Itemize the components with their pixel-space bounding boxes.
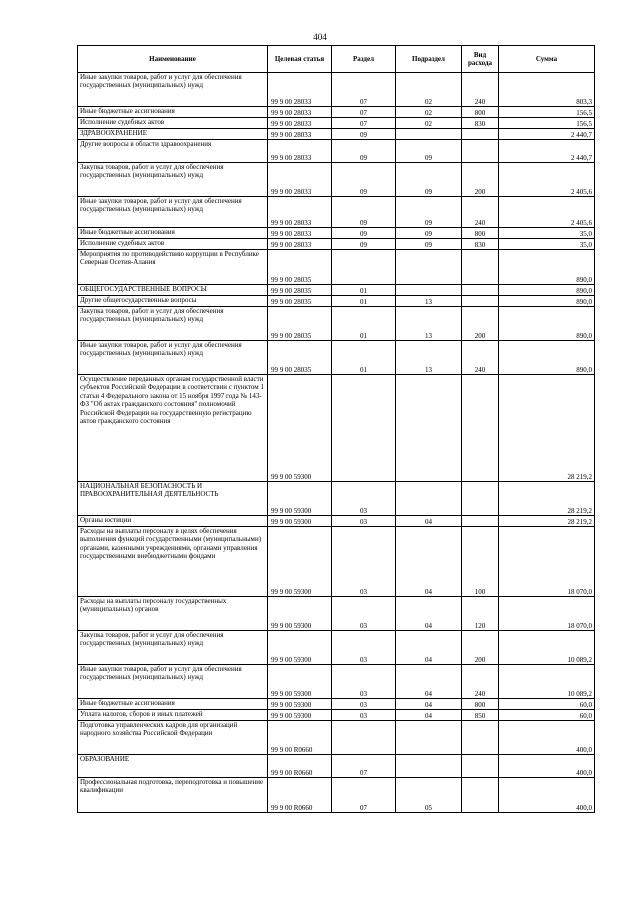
row-subsection: 02 [396, 73, 462, 107]
row-target-article: 99 9 00 28033 [268, 73, 332, 107]
row-subsection: 13 [396, 307, 462, 341]
row-name: Мероприятия по противодействию коррупции в Республике Северная Осетия-Алания [78, 250, 268, 285]
row-amount: 28 219,2 [499, 516, 595, 527]
row-expense-type: 240 [462, 341, 499, 375]
row-subsection: 04 [396, 516, 462, 527]
row-target-article: 99 9 00 28035 [268, 296, 332, 307]
row-expense-type: 100 [462, 527, 499, 597]
row-amount: 60,0 [499, 699, 595, 710]
row-target-article: 99 9 00 59300 [268, 710, 332, 721]
row-target-article: 99 9 00 28033 [268, 163, 332, 197]
row-amount: 890,0 [499, 285, 595, 296]
header-expense-type: Вид расхода [462, 46, 499, 73]
table-row [78, 107, 595, 118]
row-target-article: 99 9 00 59300 [268, 665, 332, 699]
row-name: Другие общегосударственные вопросы [78, 296, 268, 307]
table-row [78, 527, 595, 597]
row-expense-type: 200 [462, 307, 499, 341]
row-expense-type: 830 [462, 118, 499, 129]
row-expense-type [462, 755, 499, 778]
row-section: 09 [332, 140, 396, 163]
row-subsection [396, 129, 462, 140]
table-row [78, 296, 595, 307]
row-section: 03 [332, 665, 396, 699]
header-name: Наименование [78, 46, 268, 73]
row-section: 03 [332, 527, 396, 597]
table-row [78, 778, 595, 813]
row-name: Профессиональная подготовка, переподготовка и повышение квалификации [78, 778, 268, 813]
row-expense-type: 240 [462, 73, 499, 107]
row-name: Иные закупки товаров, работ и услуг для обеспечения государственных (муниципальных) нужд [78, 197, 268, 228]
table-row [78, 118, 595, 129]
row-target-article: 99 9 00 28035 [268, 250, 332, 285]
row-section: 07 [332, 755, 396, 778]
row-name: Иные бюджетные ассигнования [78, 228, 268, 239]
row-target-article: 99 9 00 28033 [268, 118, 332, 129]
table-row [78, 665, 595, 699]
table-row [78, 375, 595, 482]
row-expense-type: 800 [462, 699, 499, 710]
table-row [78, 721, 595, 755]
row-name: Иные закупки товаров, работ и услуг для обеспечения государственных (муниципальных) нужд [78, 665, 268, 699]
row-target-article: 99 9 00 59300 [268, 699, 332, 710]
row-target-article: 99 9 00 59300 [268, 597, 332, 631]
row-amount: 28 219,2 [499, 375, 595, 482]
row-name: Исполнение судебных актов [78, 239, 268, 250]
row-name: Закупка товаров, работ и услуг для обеспечения государственных (муниципальных) нужд [78, 631, 268, 665]
row-name: Иные бюджетные ассигнования [78, 107, 268, 118]
table-row [78, 710, 595, 721]
row-name: НАЦИОНАЛЬНАЯ БЕЗОПАСНОСТЬ И ПРАВООХРАНИТЕЛЬНАЯ ДЕЯТЕЛЬНОСТЬ [78, 482, 268, 516]
row-subsection: 13 [396, 341, 462, 375]
row-name: Закупка товаров, работ и услуг для обеспечения государственных (муниципальных) нужд [78, 163, 268, 197]
row-expense-type: 120 [462, 597, 499, 631]
row-subsection: 04 [396, 597, 462, 631]
row-subsection: 02 [396, 118, 462, 129]
row-subsection: 09 [396, 228, 462, 239]
row-amount: 890,0 [499, 307, 595, 341]
row-subsection: 09 [396, 239, 462, 250]
row-subsection: 09 [396, 197, 462, 228]
row-section: 09 [332, 239, 396, 250]
row-expense-type: 800 [462, 228, 499, 239]
row-target-article: 99 9 00 28033 [268, 239, 332, 250]
table-row [78, 482, 595, 516]
row-amount: 10 089,2 [499, 665, 595, 699]
row-expense-type: 200 [462, 163, 499, 197]
row-expense-type: 240 [462, 665, 499, 699]
row-amount: 35,0 [499, 239, 595, 250]
row-target-article: 99 9 00 28033 [268, 129, 332, 140]
table-row [78, 129, 595, 140]
row-name: Другие вопросы в области здравоохранения [78, 140, 268, 163]
row-target-article: 99 9 00 59300 [268, 527, 332, 597]
row-subsection: 05 [396, 778, 462, 813]
row-target-article: 99 9 00 28035 [268, 341, 332, 375]
row-section: 09 [332, 129, 396, 140]
table-row [78, 341, 595, 375]
row-subsection: 09 [396, 140, 462, 163]
row-section: 09 [332, 163, 396, 197]
row-expense-type [462, 778, 499, 813]
row-name: Закупка товаров, работ и услуг для обеспечения государственных (муниципальных) нужд [78, 307, 268, 341]
row-subsection [396, 755, 462, 778]
table-row [78, 755, 595, 778]
row-section: 03 [332, 631, 396, 665]
row-amount: 400,0 [499, 778, 595, 813]
row-amount: 890,0 [499, 341, 595, 375]
table-row [78, 250, 595, 285]
row-target-article: 99 9 00 28033 [268, 107, 332, 118]
row-expense-type [462, 516, 499, 527]
table-row [78, 699, 595, 710]
page-number: 404 [313, 32, 327, 42]
row-expense-type [462, 285, 499, 296]
row-amount: 28 219,2 [499, 482, 595, 516]
row-target-article: 99 9 00 R0660 [268, 721, 332, 755]
table-row [78, 197, 595, 228]
row-section: 01 [332, 307, 396, 341]
row-name: ОБРАЗОВАНИЕ [78, 755, 268, 778]
row-target-article: 99 9 00 R0660 [268, 778, 332, 813]
row-amount: 2 440,7 [499, 140, 595, 163]
row-name: Расходы на выплаты персоналу в целях обеспечения выполнения функций государственными (муниципальными) органами, казенными учреждениями, органами управления государственными внебюджетными фондами [78, 527, 268, 597]
row-section [332, 375, 396, 482]
table-row [78, 597, 595, 631]
row-section: 07 [332, 118, 396, 129]
budget-table [77, 45, 595, 813]
row-subsection: 02 [396, 107, 462, 118]
table-row [78, 239, 595, 250]
row-subsection: 04 [396, 665, 462, 699]
row-section: 03 [332, 710, 396, 721]
row-amount: 18 070,0 [499, 597, 595, 631]
row-section: 09 [332, 197, 396, 228]
row-name: ОБЩЕГОСУДАРСТВЕННЫЕ ВОПРОСЫ [78, 285, 268, 296]
header-target-article: Целевая статья [268, 46, 332, 73]
row-expense-type [462, 375, 499, 482]
row-section: 09 [332, 228, 396, 239]
row-name: Иные бюджетные ассигнования [78, 699, 268, 710]
table-row [78, 516, 595, 527]
table-header-row [78, 46, 595, 73]
row-target-article: 99 9 00 28033 [268, 140, 332, 163]
row-subsection: 04 [396, 631, 462, 665]
row-amount: 890,0 [499, 250, 595, 285]
row-subsection [396, 250, 462, 285]
row-expense-type [462, 721, 499, 755]
row-target-article: 99 9 00 28035 [268, 285, 332, 296]
row-subsection [396, 375, 462, 482]
table-row [78, 73, 595, 107]
row-amount: 35,0 [499, 228, 595, 239]
row-subsection: 04 [396, 699, 462, 710]
table-row [78, 285, 595, 296]
row-expense-type: 240 [462, 197, 499, 228]
row-expense-type: 800 [462, 107, 499, 118]
row-amount: 400,0 [499, 755, 595, 778]
table-row [78, 140, 595, 163]
row-name: Уплата налогов, сборов и иных платежей [78, 710, 268, 721]
row-amount: 18 070,0 [499, 527, 595, 597]
row-expense-type [462, 129, 499, 140]
row-amount: 60,0 [499, 710, 595, 721]
row-target-article: 99 9 00 59300 [268, 482, 332, 516]
row-name: Иные закупки товаров, работ и услуг для обеспечения государственных (муниципальных) нужд [78, 73, 268, 107]
row-section: 03 [332, 699, 396, 710]
row-name: Органы юстиции [78, 516, 268, 527]
row-amount: 400,0 [499, 721, 595, 755]
row-target-article: 99 9 00 28035 [268, 307, 332, 341]
row-expense-type: 200 [462, 631, 499, 665]
row-name: Подготовка управленческих кадров для организаций народного хозяйства Российской Федерации [78, 721, 268, 755]
row-subsection: 04 [396, 710, 462, 721]
row-target-article: 99 9 00 59300 [268, 631, 332, 665]
row-expense-type [462, 140, 499, 163]
row-subsection [396, 285, 462, 296]
row-section: 07 [332, 73, 396, 107]
row-expense-type: 850 [462, 710, 499, 721]
row-amount: 2 405,6 [499, 163, 595, 197]
row-amount: 156,5 [499, 107, 595, 118]
row-subsection [396, 482, 462, 516]
row-amount: 156,5 [499, 118, 595, 129]
row-section [332, 721, 396, 755]
table-row [78, 228, 595, 239]
row-section: 01 [332, 285, 396, 296]
row-expense-type: 830 [462, 239, 499, 250]
row-expense-type [462, 296, 499, 307]
header-subsection: Подраздел [396, 46, 462, 73]
row-section: 07 [332, 107, 396, 118]
row-amount: 10 089,2 [499, 631, 595, 665]
row-target-article: 99 9 00 59300 [268, 516, 332, 527]
row-expense-type [462, 250, 499, 285]
row-subsection: 04 [396, 527, 462, 597]
row-subsection [396, 721, 462, 755]
row-subsection: 13 [396, 296, 462, 307]
row-name: Иные закупки товаров, работ и услуг для обеспечения государственных (муниципальных) нужд [78, 341, 268, 375]
row-section: 01 [332, 296, 396, 307]
row-target-article: 99 9 00 59300 [268, 375, 332, 482]
row-section: 07 [332, 778, 396, 813]
row-name: Исполнение судебных актов [78, 118, 268, 129]
row-amount: 890,0 [499, 296, 595, 307]
table-row [78, 307, 595, 341]
row-target-article: 99 9 00 28033 [268, 197, 332, 228]
header-amount: Сумма [499, 46, 595, 73]
row-section: 03 [332, 516, 396, 527]
row-amount: 2 405,6 [499, 197, 595, 228]
table-row [78, 631, 595, 665]
row-name: ЗДРАВООХРАНЕНИЕ [78, 129, 268, 140]
row-amount: 2 440,7 [499, 129, 595, 140]
table-row [78, 163, 595, 197]
row-section: 01 [332, 341, 396, 375]
row-expense-type [462, 482, 499, 516]
row-name: Расходы на выплаты персоналу государственных (муниципальных) органов [78, 597, 268, 631]
row-name: Осуществление переданных органам государственной власти субъектов Российской Федерации в соответствии с пунктом 1 статьи 4 Федерального закона от 15 ноября 1997 года № 143-ФЗ "Об актах гражданского состояния" полномочий Российской Федерации на государственную регистрацию актов гражданского состояния [78, 375, 268, 482]
row-section [332, 250, 396, 285]
row-section: 03 [332, 482, 396, 516]
row-subsection: 09 [396, 163, 462, 197]
header-section: Раздел [332, 46, 396, 73]
row-target-article: 99 9 00 R0660 [268, 755, 332, 778]
row-section: 03 [332, 597, 396, 631]
row-amount: 803,3 [499, 73, 595, 107]
row-target-article: 99 9 00 28033 [268, 228, 332, 239]
